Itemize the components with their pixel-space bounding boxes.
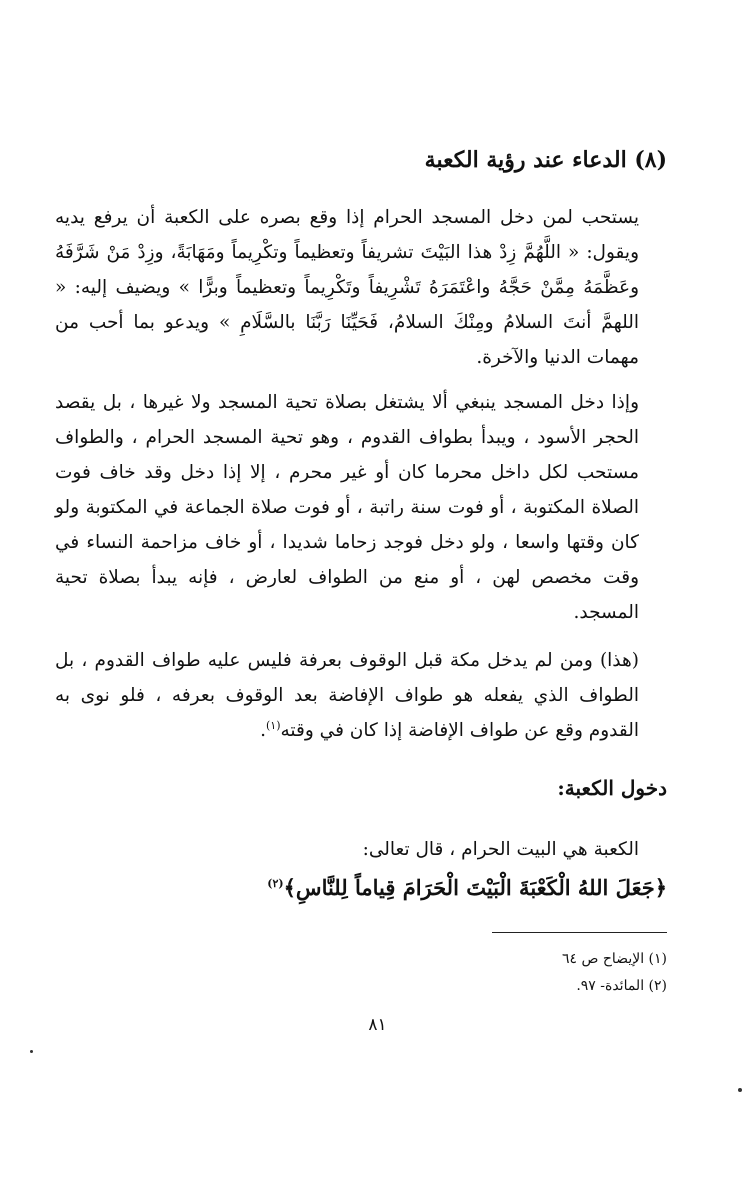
paragraph-supplication: يستحب لمن دخل المسجد الحرام إذا وقع بصره على الكعبة أن يرفع يديه ويقول: « اللَّهُمَّ زِدْ هذا البَيْتَ تشريفاً وتعظيماً وتكْرِيماً ومَهَابَةً، وزِدْ مَنْ شَرَّفَهُ وعَظَّمَهُ مِمَّنْ حَجَّهُ واعْتَمَرَهُ تَشْرِيفاً وتَكْرِيماً وتعظيماً وبرًّا » ويضيف إليه: « اللهمَّ أنتَ السلامُ ومِنْكَ السلامُ، فَحَيِّنَا رَبَّنَا بالسَّلَامِ » ويدعو بما أحب من مهمات الدنيا والآخرة.	[55, 207, 639, 368]
page-number: ٨١	[368, 1015, 387, 1035]
quran-verse	[87, 868, 667, 908]
footnote-ref-1: (١)	[265, 718, 281, 732]
scan-speck	[30, 1050, 33, 1053]
footnotes-list	[107, 946, 667, 1000]
paragraph-entering-mosque: وإذا دخل المسجد ينبغي ألا يشتغل بصلاة تحية المسجد ولا غيرها ، بل يقصد الحجر الأسود ، ويبدأ بطواف القدوم ، وهو تحية المسجد الحرام ، والطواف مستحب لكل داخل محرما كان أو غير محرم ، إلا إذا دخل وقد خاف فوت الصلاة المكتوبة ، أو فوت سنة راتبة ، أو فوت صلاة الجماعة في المكتوبة ولو كان وقتها واسعا ، ولو دخل فوجد زحاما شديدا ، أو خاف مزاحمة النساء في وقت مخصص لهن ، أو منع من الطواف لعارض ، فإنه يبدأ بصلاة تحية المسجد.	[55, 392, 639, 623]
footnote-1: (١) الإيضاح ص ٦٤	[562, 951, 667, 967]
kaaba-intro: الكعبة هي البيت الحرام ، قال تعالى:	[362, 839, 639, 860]
footnote-divider	[492, 932, 667, 933]
paragraph-arafah-end: .	[260, 720, 266, 741]
paragraph-arafah-note	[55, 643, 667, 748]
kaaba-entry-heading: دخول الكعبة:	[557, 776, 667, 800]
scan-speck	[738, 1088, 742, 1092]
section-title: (٨) الدعاء عند رؤية الكعبة	[424, 147, 667, 173]
quran-verse-text: ﴿جَعَلَ اللهُ الْكَعْبَةَ الْبَيْتَ الْحَرَامَ قِياماً لِلنَّاسِ﴾	[283, 875, 667, 900]
footnote-ref-2: (٢)	[267, 877, 284, 890]
footnote-2: (٢) المائدة- ٩٧.	[576, 978, 667, 994]
paragraph-arafah-text: (هذا) ومن لم يدخل مكة قبل الوقوف بعرفة فليس عليه طواف القدوم ، بل الطواف الذي يفعله هو طواف الإفاضة بعد الوقوف بعرفه ، فلو نوى به القدوم وقع عن طواف الإفاضة إذا كان في وقته	[55, 650, 639, 741]
